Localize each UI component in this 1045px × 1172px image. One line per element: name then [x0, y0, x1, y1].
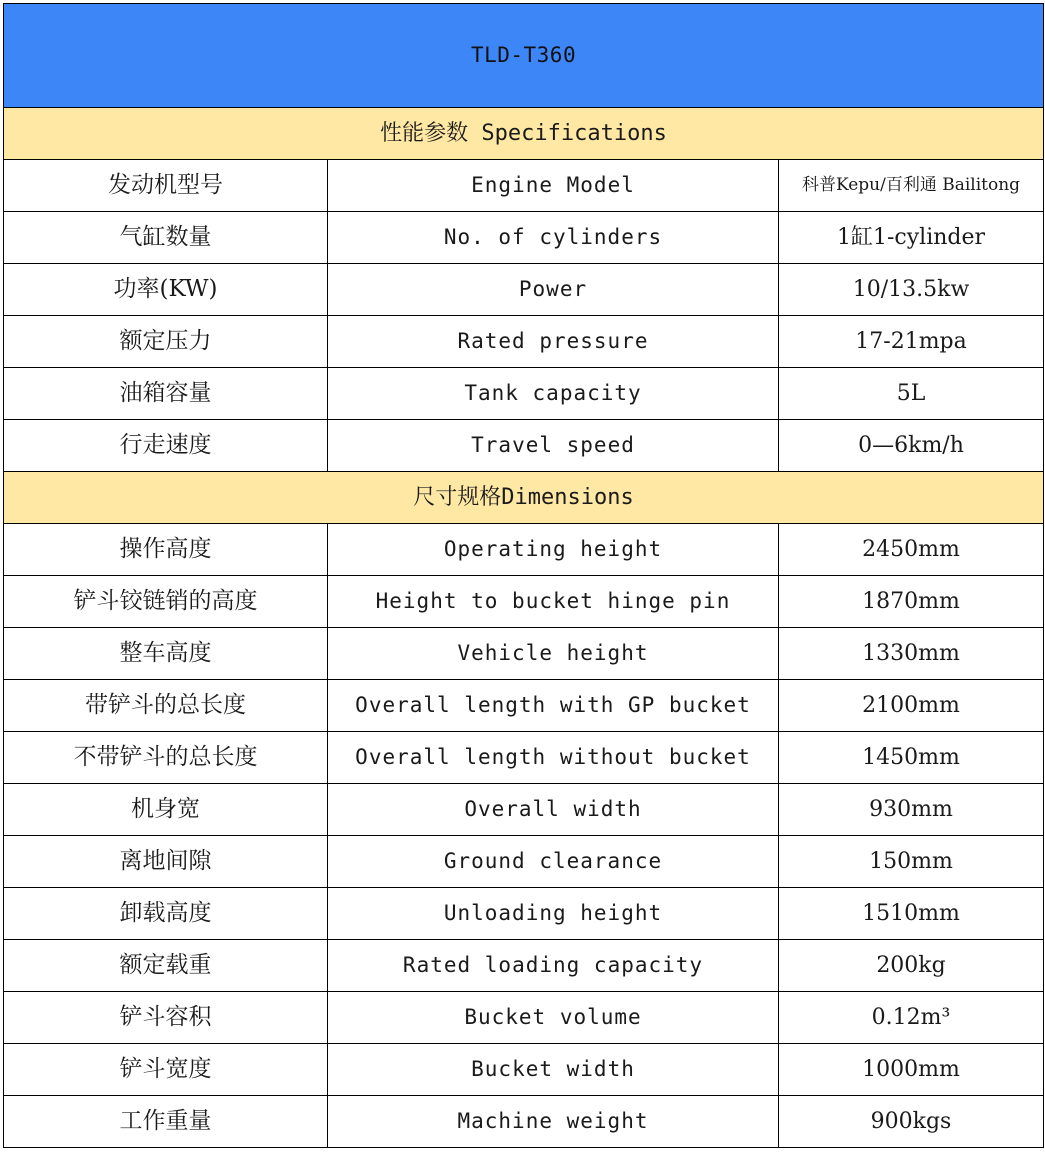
- title-row: [4, 4, 1044, 108]
- table-row: [4, 836, 1044, 888]
- spec-label-en: Engine Model: [328, 160, 779, 212]
- dimensions-header-row: [4, 472, 1044, 524]
- spec-table: [3, 3, 1044, 1148]
- specifications-header: 性能参数 Specifications: [4, 108, 1044, 160]
- dim-label-zh: 带铲斗的总长度: [4, 680, 328, 732]
- dim-label-zh: 铲斗铰链销的高度: [4, 576, 328, 628]
- dim-label-en: Vehicle height: [328, 628, 779, 680]
- dim-value: 1870mm: [779, 576, 1044, 628]
- model-title: TLD-T360: [4, 4, 1044, 108]
- spec-value: 科普Kepu/百利通 Bailitong: [779, 160, 1044, 212]
- table-row: [4, 888, 1044, 940]
- dim-value: 1450mm: [779, 732, 1044, 784]
- spec-value: 0—6km/h: [779, 420, 1044, 472]
- table-row: [4, 420, 1044, 472]
- dim-label-zh: 工作重量: [4, 1096, 328, 1148]
- table-row: [4, 628, 1044, 680]
- table-row: [4, 732, 1044, 784]
- dim-label-zh: 不带铲斗的总长度: [4, 732, 328, 784]
- dim-label-en: Overall length with GP bucket: [328, 680, 779, 732]
- dim-value: 1000mm: [779, 1044, 1044, 1096]
- spec-label-zh: 油箱容量: [4, 368, 328, 420]
- spec-label-zh: 气缸数量: [4, 212, 328, 264]
- dim-value: 0.12m³: [779, 992, 1044, 1044]
- dim-value: 930mm: [779, 784, 1044, 836]
- dim-label-en: Bucket width: [328, 1044, 779, 1096]
- dim-label-en: Height to bucket hinge pin: [328, 576, 779, 628]
- dim-label-zh: 卸载高度: [4, 888, 328, 940]
- table-row: [4, 212, 1044, 264]
- table-row: [4, 1096, 1044, 1148]
- dimensions-header: 尺寸规格Dimensions: [4, 472, 1044, 524]
- dim-value: 2100mm: [779, 680, 1044, 732]
- specifications-header-row: [4, 108, 1044, 160]
- table-row: [4, 680, 1044, 732]
- dim-value: 1330mm: [779, 628, 1044, 680]
- dim-label-en: Ground clearance: [328, 836, 779, 888]
- dim-value: 200kg: [779, 940, 1044, 992]
- dim-label-en: Overall width: [328, 784, 779, 836]
- table-row: [4, 368, 1044, 420]
- dim-value: 150mm: [779, 836, 1044, 888]
- dim-label-en: Operating height: [328, 524, 779, 576]
- dim-label-en: Bucket volume: [328, 992, 779, 1044]
- dim-label-en: Overall length without bucket: [328, 732, 779, 784]
- spec-value: 17-21mpa: [779, 316, 1044, 368]
- spec-label-zh: 行走速度: [4, 420, 328, 472]
- dim-value: 2450mm: [779, 524, 1044, 576]
- table-row: [4, 1044, 1044, 1096]
- dim-label-zh: 铲斗容积: [4, 992, 328, 1044]
- dim-value: 900kgs: [779, 1096, 1044, 1148]
- dim-label-en: Unloading height: [328, 888, 779, 940]
- spec-label-zh: 发动机型号: [4, 160, 328, 212]
- table-row: [4, 940, 1044, 992]
- table-row: [4, 576, 1044, 628]
- dim-label-zh: 额定载重: [4, 940, 328, 992]
- spec-label-en: Tank capacity: [328, 368, 779, 420]
- dim-label-zh: 操作高度: [4, 524, 328, 576]
- dim-value: 1510mm: [779, 888, 1044, 940]
- dim-label-en: Machine weight: [328, 1096, 779, 1148]
- table-row: [4, 784, 1044, 836]
- dim-label-en: Rated loading capacity: [328, 940, 779, 992]
- dim-label-zh: 铲斗宽度: [4, 1044, 328, 1096]
- table-row: [4, 992, 1044, 1044]
- spec-label-en: Travel speed: [328, 420, 779, 472]
- table-row: [4, 160, 1044, 212]
- spec-value: 5L: [779, 368, 1044, 420]
- spec-label-zh: 额定压力: [4, 316, 328, 368]
- table-row: [4, 264, 1044, 316]
- spec-value: 1缸1-cylinder: [779, 212, 1044, 264]
- table-row: [4, 316, 1044, 368]
- dim-label-zh: 整车高度: [4, 628, 328, 680]
- dim-label-zh: 离地间隙: [4, 836, 328, 888]
- spec-label-en: Power: [328, 264, 779, 316]
- spec-label-en: Rated pressure: [328, 316, 779, 368]
- table-row: [4, 524, 1044, 576]
- spec-value: 10/13.5kw: [779, 264, 1044, 316]
- dim-label-zh: 机身宽: [4, 784, 328, 836]
- spec-label-en: No. of cylinders: [328, 212, 779, 264]
- spec-label-zh: 功率(KW): [4, 264, 328, 316]
